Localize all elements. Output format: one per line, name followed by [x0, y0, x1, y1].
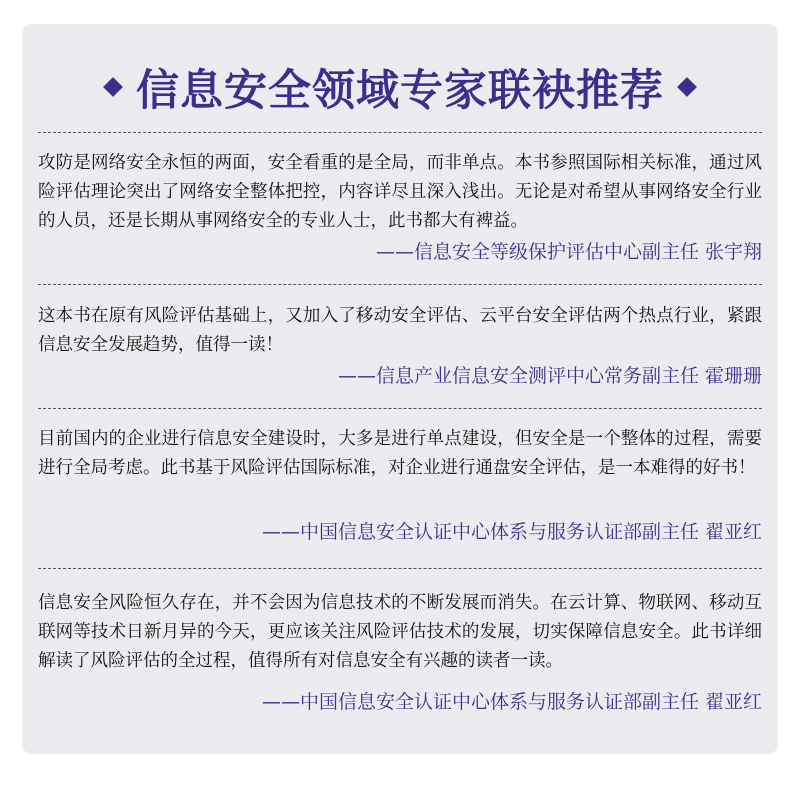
- review-text: 这本书在原有风险评估基础上，又加入了移动安全评估、云平台安全评估两个热点行业，紧跟信息安全发展趋势，值得一读！: [38, 306, 762, 355]
- review-text: 目前国内的企业进行信息安全建设时，大多是进行单点建设，但安全是一个整体的过程，需要进行全局考虑。此书基于风险评估国际标准，对企业进行通盘安全评估，是一本难得的好书！: [38, 429, 762, 478]
- divider: [38, 132, 762, 133]
- review-text: 攻防是网络安全永恒的两面，安全看重的是全局，而非单点。本书参照国际相关标准，通过风险评估理论突出了网络安全整体把控，内容详尽且深入浅出。无论是对希望从事网络安全行业的人员，还是长期从事网络安全的专业人士，此书都大有裨益。: [38, 153, 762, 231]
- divider: [38, 568, 762, 569]
- review-signature: ——信息产业信息安全测评中心常务副主任 霍珊珊: [337, 365, 762, 387]
- diamond-icon: [677, 77, 697, 97]
- review-signature: ——中国信息安全认证中心体系与服务认证部副主任 翟亚红: [261, 691, 762, 713]
- review-text: 信息安全风险恒久存在，并不会因为信息技术的不断发展而消失。在云计算、物联网、移动互联网等技术日新月异的今天，更应该关注风险评估技术的发展，切实保障信息安全。此书详细解读了风险评估的全过程，值得所有对信息安全有兴趣的读者一读。: [38, 593, 762, 671]
- title-row: [0, 52, 800, 122]
- diamond-icon: [103, 77, 123, 97]
- divider: [38, 284, 762, 285]
- review-signature: ——信息安全等级保护评估中心副主任 张宇翔: [375, 241, 762, 263]
- page-title: 信息安全领域专家联袂推荐: [136, 65, 664, 116]
- review-signature: ——中国信息安全认证中心体系与服务认证部副主任 翟亚红: [261, 521, 762, 543]
- divider: [38, 408, 762, 409]
